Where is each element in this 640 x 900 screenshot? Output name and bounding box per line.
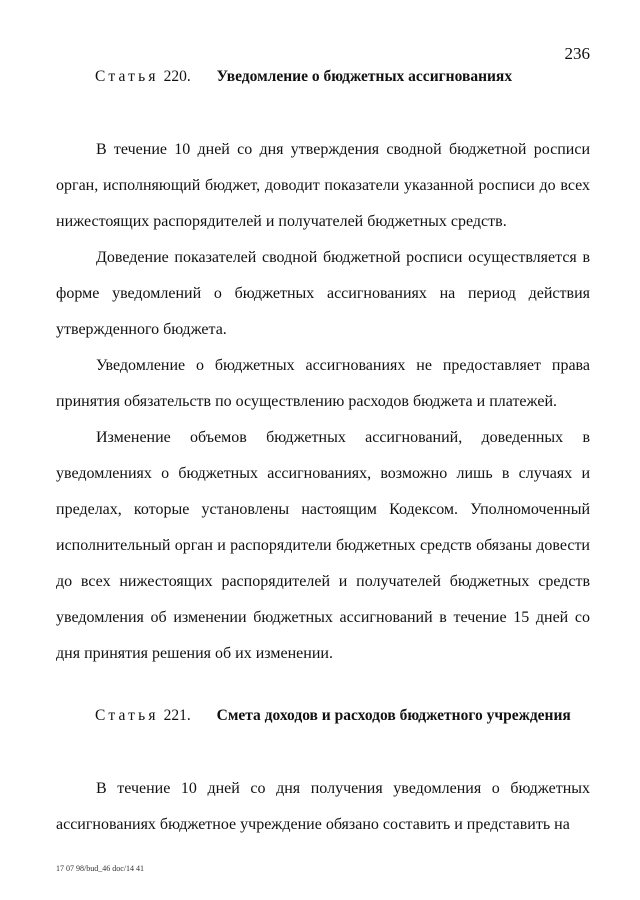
article-220-number: 220. (163, 68, 191, 85)
article-220-paragraph-3: Уведомление о бюджетных ассигнованиях не предоставляет права принятия обязательств по осуществлению расходов бюджета и платежей. (56, 357, 590, 410)
article-221-number: 221. (163, 707, 191, 724)
article-221-paragraph-1: В течение 10 дней со дня получения уведомления о бюджетных ассигнованиях бюджетное учреждение обязано составить и представить на (56, 780, 590, 833)
article-220-body (56, 132, 590, 672)
page-number: 236 (564, 44, 590, 63)
article-220-paragraph-4: Изменение объемов бюджетных ассигнований, доведенных в уведомлениях о бюджетных ассигнованиях, возможно лишь в случаях и пределах, которые установлены настоящим Кодексом. Уполномоченный исполнительный орган и распорядители бюджетных средств обязаны довести до всех нижестоящих распорядителей и получателей бюджетных средств уведомления об изменении бюджетных ассигнований в течение 15 дней со дня принятия решения об их изменении. (56, 429, 590, 662)
article-220-paragraph-2: Доведение показателей сводной бюджетной росписи осуществляется в форме уведомлений о бюджетных ассигнованиях на период действия утвержденного бюджета. (56, 249, 590, 338)
article-220-title: Уведомление о бюджетных ассигнованиях (216, 68, 513, 85)
article-220-heading (95, 68, 600, 86)
footer-file-reference: 17 07 98/bud_46 doc/14 41 (56, 864, 144, 873)
article-220-paragraph-1: В течение 10 дней со дня утверждения сводной бюджетной росписи орган, исполняющий бюджет, доводит показатели указанной росписи до всех нижестоящих распорядителей и получателей бюджетных средств. (56, 141, 590, 230)
article-221-body (56, 771, 590, 843)
article-220-prefix: Статья (95, 68, 159, 85)
article-221-prefix: Статья (95, 707, 159, 724)
article-221-title: Смета доходов и расходов бюджетного учреждения (216, 707, 571, 724)
article-221-heading (95, 707, 600, 725)
